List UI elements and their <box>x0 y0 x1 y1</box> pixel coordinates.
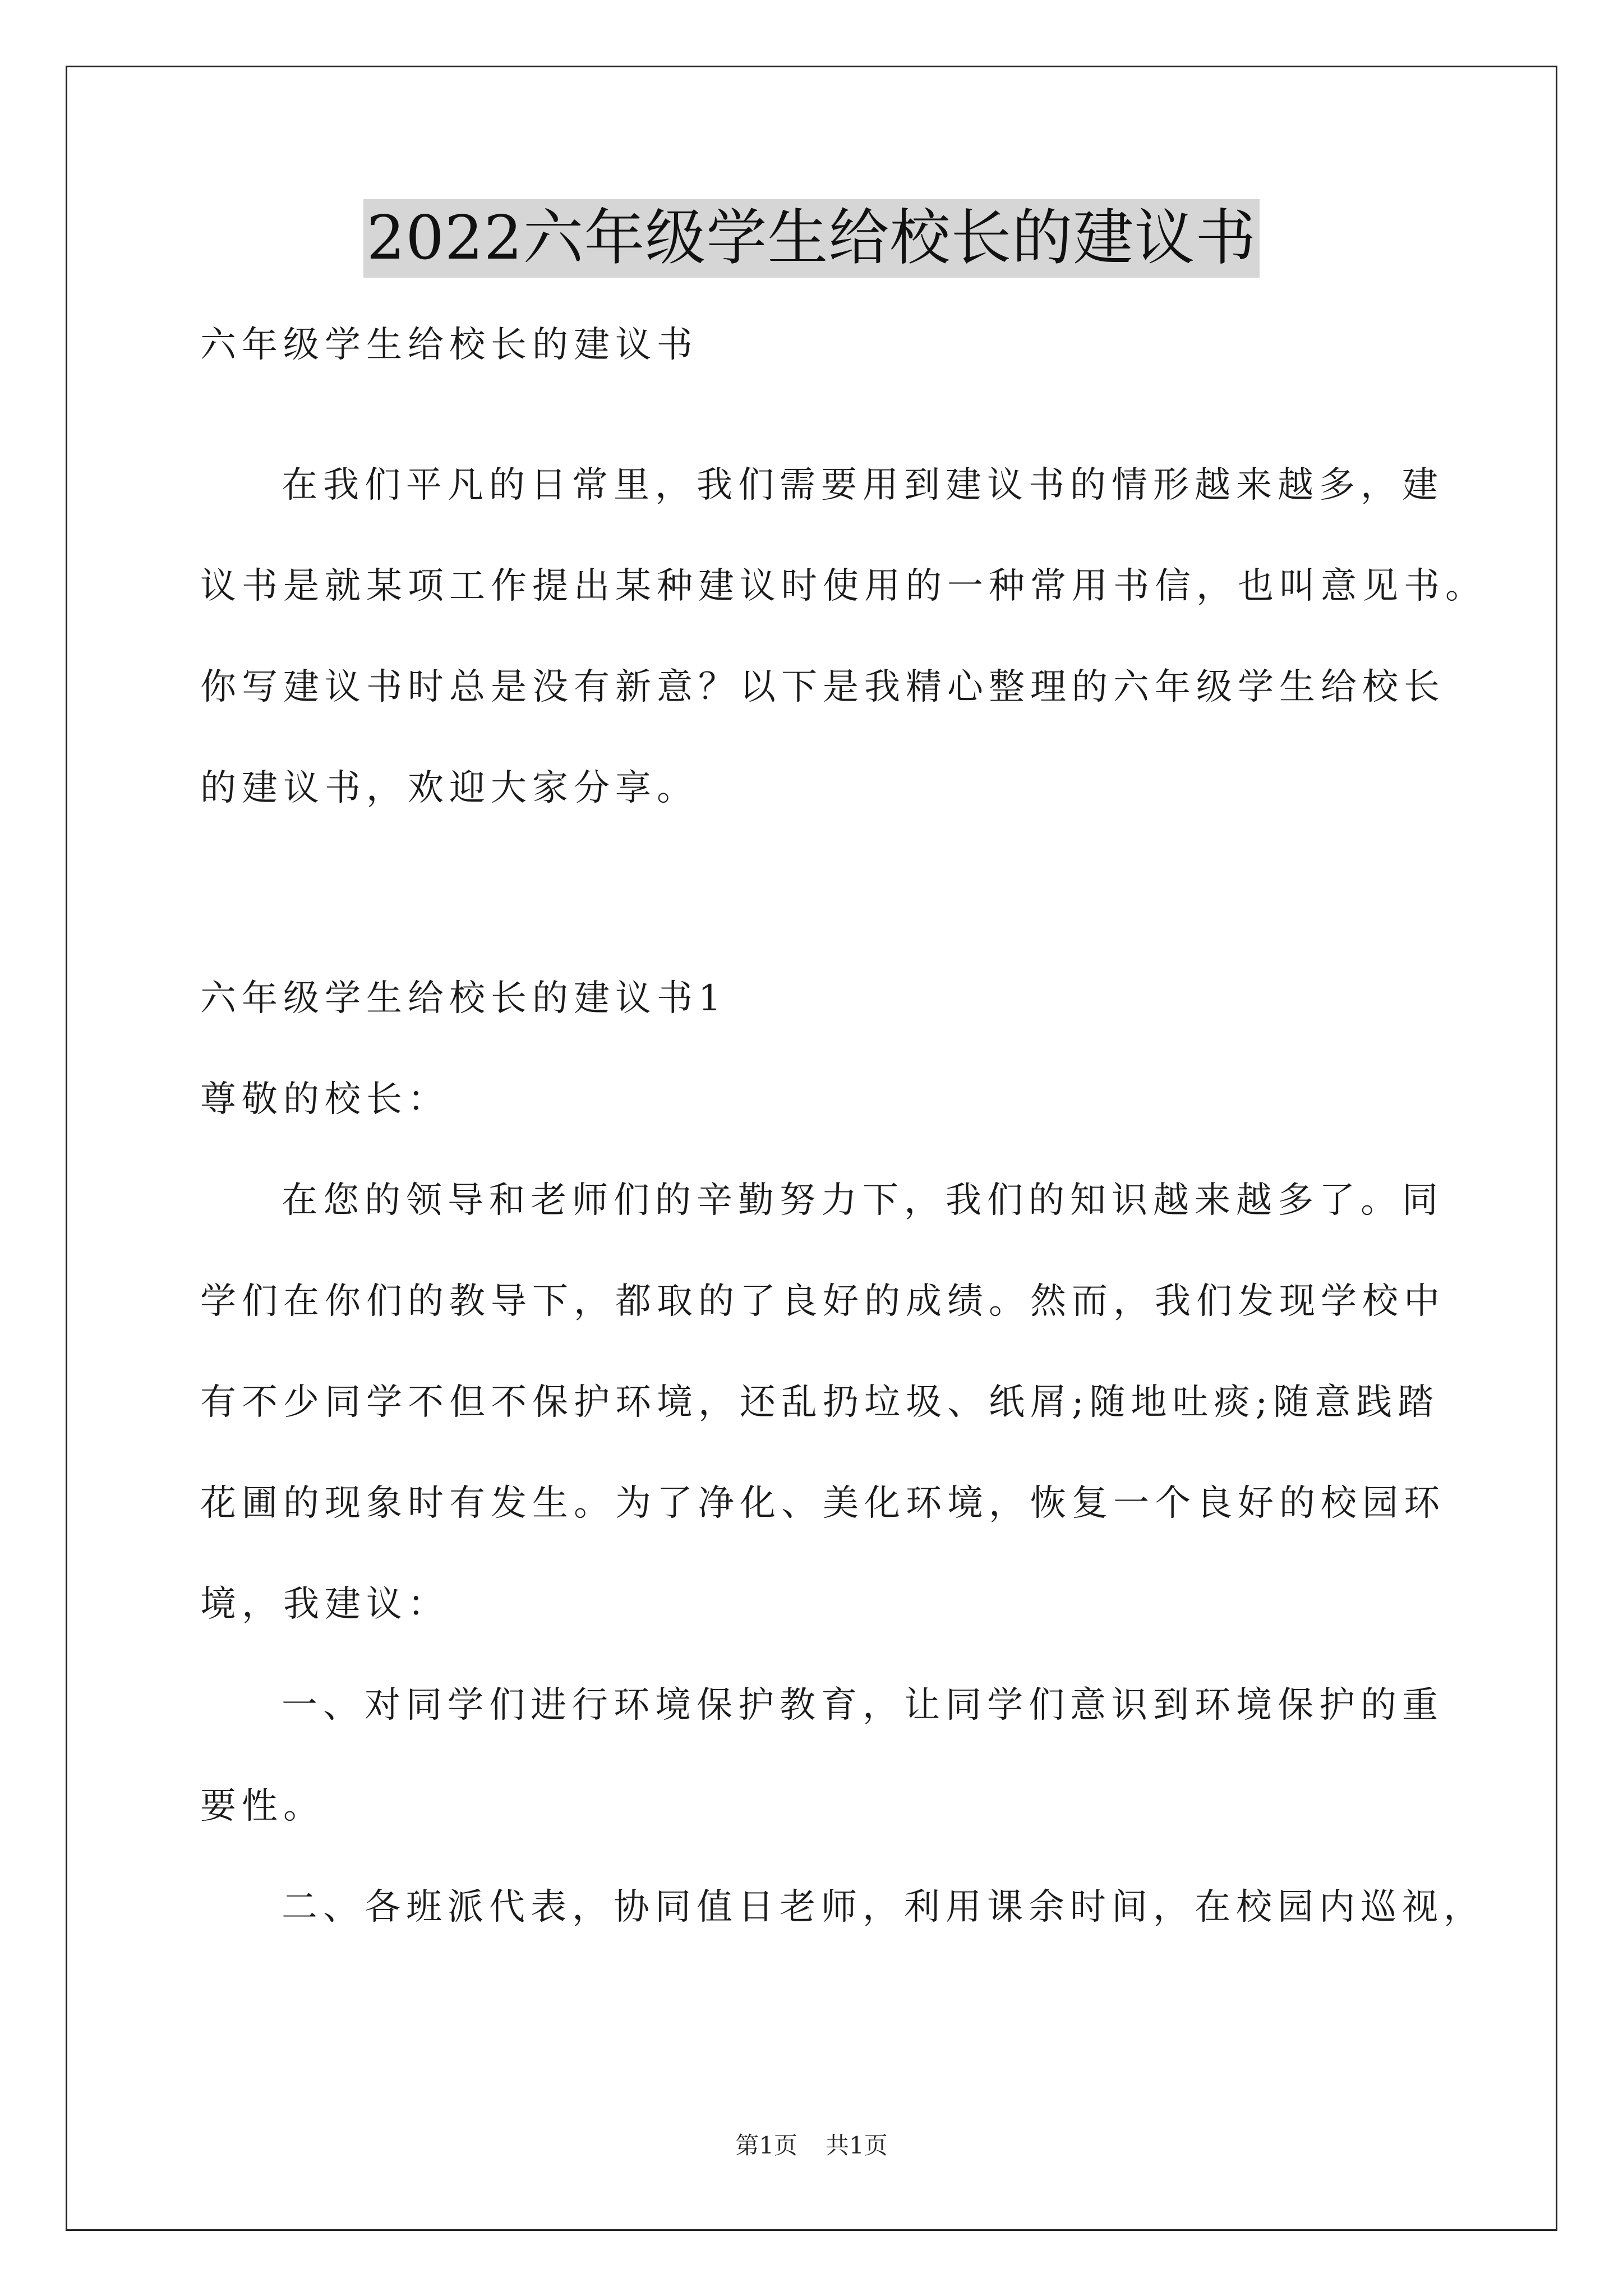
paragraph-line: 花圃的现象时有发生。为了净化、美化环境，恢复一个良好的校园环 <box>200 1483 1445 1524</box>
title-container <box>0 199 1623 278</box>
paragraph-line: 的建议书，欢迎大家分享。 <box>200 767 698 809</box>
paragraph-line: 要性。 <box>200 1786 325 1827</box>
paragraph-line: 一、对同学们进行环境保护教育，让同学们意识到环境保护的重 <box>282 1685 1444 1726</box>
paragraph-line: 境，我建议： <box>200 1584 449 1625</box>
paragraph-line: 在我们平凡的日常里，我们需要用到建议书的情形越来越多，建 <box>282 464 1444 506</box>
paragraph-line: 议书是就某项工作提出某种建议时使用的一种常用书信，也叫意见书。 <box>200 565 1487 607</box>
paragraph-line: 二、各班派代表，协同值日老师，利用课余时间，在校园内巡视， <box>282 1887 1485 1928</box>
paragraph-line: 你写建议书时总是没有新意？以下是我精心整理的六年级学生给校长 <box>200 666 1445 708</box>
salutation: 尊敬的校长： <box>200 1079 449 1120</box>
page-total: 共1页 <box>826 2132 888 2159</box>
subtitle-line: 六年级学生给校长的建议书 <box>200 324 698 366</box>
section-heading: 六年级学生给校长的建议书1 <box>200 978 727 1019</box>
document-title: 2022六年级学生给校长的建议书 <box>363 199 1260 278</box>
paragraph-line: 学们在你们的教导下，都取的了良好的成绩。然而，我们发现学校中 <box>200 1281 1445 1322</box>
paragraph-line: 在您的领导和老师们的辛勤努力下，我们的知识越来越多了。同 <box>282 1180 1444 1221</box>
page-footer <box>0 2129 1623 2162</box>
page-number: 第1页 <box>735 2132 797 2159</box>
paragraph-line: 有不少同学不但不保护环境，还乱扔垃圾、纸屑;随地吐痰;随意践踏 <box>200 1382 1440 1423</box>
